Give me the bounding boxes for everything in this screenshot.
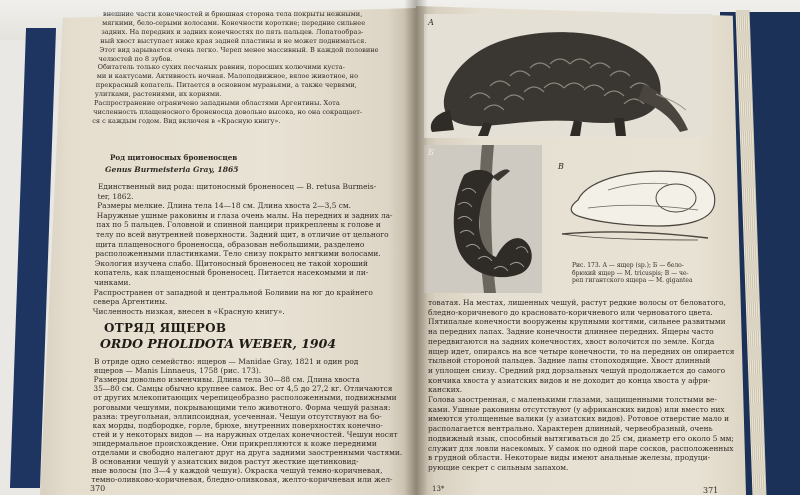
text-line: Голова заостренная, с маленькими глазами, защищенными толстыми ве-	[428, 395, 717, 404]
text-line: ках морды, подбородке, горле, брюхе, внутренних поверхностях конечно-	[92, 420, 383, 430]
text-line: и уплощен снизу. Средний ряд дорзальных чешуй продолжается до самого	[428, 365, 726, 375]
text-line: Размеры довольно изменчивы. Длина тела 30—88 см. Длина хвоста	[93, 375, 360, 385]
text-line: щита плащеносного броненосца, образован небольшими, разделено	[95, 239, 365, 249]
text-line: численность плащеносного броненосца довольно высока, но она сокращает-	[93, 107, 363, 116]
figure-caption	[572, 262, 693, 285]
signature-mark: 13*	[432, 485, 445, 493]
text-line: Размеры мелкие. Длина тела 14—18 см. Длина хвоста 2—3,5 см.	[97, 201, 351, 211]
text-line: ящеров — Manis Linnaeus, 1758 (рис. 173).	[93, 366, 262, 376]
page-number-right: 371	[703, 486, 719, 495]
text-line: служит для ловли насекомых. У самок по одной паре сосков, расположенных	[428, 443, 734, 453]
text-line: расположенными пластинками. Тело снизу покрыто мягкими волосами.	[95, 249, 381, 259]
text-line: севера Аргентины.	[93, 297, 168, 307]
text-line: задних. На передних и задних конечностях по пять пальцев. Лопатообраз-	[101, 27, 364, 36]
text-line: улитками, растениями, их корнями.	[94, 90, 222, 99]
text-line: Обитатель только сухих песчаных равнин, поросших колючими куста-	[97, 63, 345, 72]
pangolin-photo-a	[424, 14, 712, 138]
text-line: рующие секрет с сильным запахом.	[428, 462, 569, 472]
text-line: Численность низкая, внесен в «Красную книгу».	[92, 306, 285, 316]
text-line: подвижный язык, способный вытягиваться до 25 см, диаметр его около 5 мм;	[428, 433, 734, 443]
text-line: эпидермальное происхождение. Они прикрепляются к коже передними	[92, 438, 377, 448]
text-line: копатель, как плащеносный броненосец. Питается насекомыми и ли-	[94, 268, 369, 278]
text-line: ящер идет, опираясь на все четыре конечности, то на передних он опирается	[428, 346, 735, 356]
plate-label-b: Б	[428, 148, 434, 157]
genus-heading-ru: Род щитоносных броненосцев	[110, 153, 238, 162]
skull-image	[548, 160, 728, 250]
text-line: челюстей по 8 зубов.	[98, 54, 173, 63]
pangolin-skull-drawing	[548, 160, 728, 250]
text-line: ся с каждым годом. Вид включен в «Красную книгу».	[92, 116, 281, 125]
text-line: мягкими, бело-серыми волосами. Конечности короткие; передние сильнее	[102, 18, 366, 27]
text-line: 35—80 см. Самцы обычно крупнее самок. Вес от 4,5 до 27,2 кг. Отличаются	[93, 384, 393, 394]
caption-line: реп гигантского ящера — M. gigantea	[572, 277, 693, 284]
caption-line: Рис. 173. А — ящер (sp.); Б — бело-	[572, 262, 684, 269]
text-line: Наружные ушные раковины и глаза очень малы. На передних и задних ла-	[96, 210, 393, 220]
plate-label-a: А	[428, 18, 435, 27]
plate-label-v: В	[558, 162, 564, 171]
text-line: ter, 1862.	[97, 191, 134, 201]
text-line: ные волосы (по 3—4 у каждой чешуи). Окраска чешуй темно-коричневая,	[91, 466, 383, 476]
text-line: Этот вид зарывается очень легко. Череп менее массивный. В каждой половине	[99, 45, 379, 54]
text-line: в грудной области. Некоторые виды имеют анальные железы, продуци-	[428, 453, 711, 463]
text-line: передвигаются на задних конечностях, хвост волочится по земле. Когда	[428, 336, 715, 346]
page-number-left: 370	[90, 484, 106, 493]
text-line: В основании чешуй у азиатских видов растут жесткие щетинковид-	[91, 457, 359, 467]
text-line: прекрасный копатель. Питается в основном муравьями, а также червями,	[95, 81, 357, 90]
text-line: располагается вентрально. Характерен длинный, червеобразный, очень	[428, 424, 713, 434]
text-line: кончика хвоста у азиатских видов и не доходит до конца хвоста у афри-	[428, 375, 711, 385]
text-line: телу по всей внутренней поверхности. Задний щит, в отличие от цельного	[96, 230, 389, 239]
text-line: разна: треугольная, эллипсоидная, усеченная. Чешуи отсутствуют на бо-	[92, 411, 382, 421]
text-line: на передних лапах. Задние конечности длиннее передних. Ящеры часто	[428, 327, 714, 337]
text-line: канских.	[428, 385, 463, 395]
text-line: Экология изучена слабо. Щитоносный броненосец не такой хороший	[94, 258, 368, 268]
text-line: Единственный вид рода: щитоносный броненосец — B. retusa Burmeis-	[98, 182, 377, 191]
text-line: роговыми чешуями, покрывающими тело животного. Форма чешуй разная:	[93, 402, 391, 412]
text-line: стей и у некоторых видов — на наружных отделах конечностей. Чешуи носят	[92, 429, 398, 439]
caption-line: брюхий ящер — M. tricuspis; В — че-	[572, 269, 689, 277]
text-line: ми и кактусами. Активность ночная. Малоподвижное, вялое животное, но	[96, 72, 359, 81]
pangolin-a-image	[424, 14, 712, 138]
text-line: тыльной стороной пальцев. Задние лапы стопоходящие. Хвост длинный	[428, 356, 711, 366]
pangolin-photo-b	[424, 145, 542, 293]
text-line: Распространение ограничено западными областями Аргентины. Хота	[94, 99, 340, 107]
text-line: В отряде одно семейство: ящеров — Manidae Gray, 1821 и один род	[94, 357, 359, 366]
text-line: бледно-коричневого до красновато-коричневого или черноватого цвета.	[428, 307, 713, 317]
text-line: Распространен от западной и центральной Боливии на юг до крайнего	[93, 287, 373, 297]
text-line: от других млекопитающих черепицеобразно расположенными, подвижными	[93, 393, 397, 403]
pangolin-b-image	[424, 145, 542, 293]
order-heading-ru: ОТРЯД ЯЩЕРОВ	[104, 321, 227, 335]
text-line: пах по 5 пальцев. Головной и спинной панцири прикреплены к голове и	[96, 220, 381, 230]
text-line: Пятипалые конечности вооружены крупными когтями, сильнее развитыми	[428, 317, 726, 327]
text-line: ками. Ушные раковины отсутствуют (у африканских видов) или вместо них	[428, 404, 725, 414]
text-line: отделами и свободно налегают друг на друга задними заостренными частями.	[92, 448, 403, 457]
text-line: внешние части конечностей и брюшная сторона тела покрыты нежными,	[103, 10, 363, 18]
text-line: имеются утолщенные валики (у азиатских видов). Ротовое отверстие мало и	[428, 414, 730, 424]
text-line: товатая. На местах, лишенных чешуй, растут редкие волосы от беловатого,	[428, 298, 726, 307]
order-heading-lat: ORDO PHOLIDOTA WEBER, 1904	[100, 336, 337, 351]
text-line: чинками.	[94, 278, 131, 287]
genus-heading-lat: Genus Burmeisteria Gray, 1865	[105, 165, 239, 174]
book-gutter-shadow	[404, 0, 428, 495]
text-line: ный хвост выступает ниже края задней пластины и не может подниматься.	[100, 36, 367, 45]
text-line: темно-оливково-коричневая, бледно-оливковая, желто-коричневая или жел-	[91, 475, 393, 485]
